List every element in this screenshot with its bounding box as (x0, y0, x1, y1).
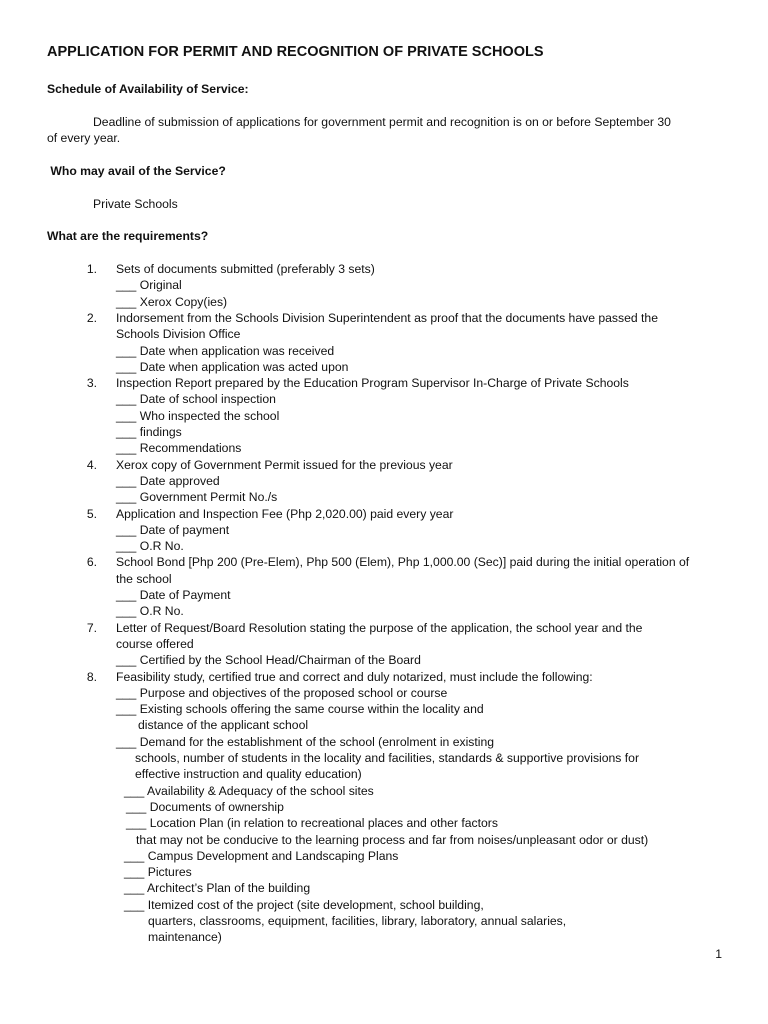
feasibility-item: quarters, classrooms, equipment, facilities, library, laboratory, annual salaries, (148, 914, 567, 928)
requirement-text: Sets of documents submitted (preferably 3 sets) (116, 262, 375, 276)
feasibility-item: ___ Documents of ownership (126, 799, 284, 814)
checklist-item: ___ Date when application was acted upon (116, 359, 349, 374)
requirement-text: Application and Inspection Fee (Php 2,020.00) paid every year (116, 506, 454, 521)
requirements-heading: What are the requirements? (47, 229, 209, 243)
checklist-item: ___ Date of payment (116, 522, 230, 537)
requirement-number: 4. (86, 457, 97, 472)
checklist-item: ___ Xerox Copy(ies) (116, 294, 228, 309)
requirement-text: Schools Division Office (116, 327, 241, 342)
checklist-item: ___ Government Permit No./s (116, 490, 278, 505)
requirement-number: 7. (86, 620, 97, 635)
requirement-text: Letter of Request/Board Resolution stating the purpose of the application, the school year and the (116, 620, 643, 635)
deadline-text-line-1: Deadline of submission of applications for government permit and recognition is on or before September 30 (93, 115, 671, 129)
requirement-number: 3. (86, 376, 97, 391)
checklist-item: ___ O.R No. (116, 539, 184, 554)
requirement-text: School Bond [Php 200 (Pre-Elem), Php 500 (Elem), Php 1,000.00 (Sec)] paid during the initial operation of (116, 555, 690, 570)
feasibility-item: ___ Availability & Adequacy of the school sites (124, 783, 374, 798)
feasibility-item: maintenance) (148, 930, 222, 945)
feasibility-item: ___ Pictures (124, 865, 192, 880)
requirement-text: Xerox copy of Government Permit issued for the previous year (116, 457, 453, 472)
requirement-number: 5. (86, 506, 97, 521)
feasibility-item: ___ Itemized cost of the project (site development, school building, (124, 897, 484, 912)
checklist-item: ___ Date of Payment (116, 588, 231, 602)
checklist-item: ___ O.R No. (116, 604, 184, 619)
page-number: 1 (715, 947, 722, 961)
feasibility-item: schools, number of students in the locality and facilities, standards & supportive provisions for (135, 751, 640, 765)
requirement-text: course offered (116, 636, 194, 651)
checklist-item: ___ Who inspected the school (116, 408, 280, 423)
requirement-number: 1. (86, 262, 97, 276)
checklist-item: ___ Original (116, 278, 182, 293)
feasibility-item: ___ Location Plan (in relation to recreational places and other factors (126, 816, 498, 831)
feasibility-item: ___ Existing schools offering the same course within the locality and (116, 702, 484, 717)
checklist-item: ___ Date of school inspection (116, 392, 276, 407)
checklist-item: ___ Certified by the School Head/Chairman of the Board (116, 653, 421, 668)
requirement-text: Inspection Report prepared by the Education Program Supervisor In-Charge of Private Schools (116, 376, 629, 391)
feasibility-item: ___ Purpose and objectives of the proposed school or course (116, 685, 448, 700)
requirement-text: the school (116, 571, 172, 586)
feasibility-item: ___ Architect’s Plan of the building (124, 881, 311, 896)
schedule-heading: Schedule of Availability of Service: (47, 82, 249, 96)
deadline-text-line-2: of every year. (47, 131, 121, 145)
requirement-number: 2. (86, 310, 97, 325)
checklist-item: ___ Recommendations (116, 441, 242, 456)
feasibility-item: effective instruction and quality education) (135, 767, 362, 782)
requirement-number: 8. (86, 669, 97, 684)
feasibility-item: ___ Campus Development and Landscaping Plans (124, 848, 399, 863)
feasibility-item: that may not be conducive to the learning process and far from noises/unpleasant odor or dust) (136, 832, 649, 847)
requirement-text: Feasibility study, certified true and correct and duly notarized, must include the following: (116, 669, 593, 684)
requirement-number: 6. (86, 555, 97, 570)
feasibility-item: ___ Demand for the establishment of the school (enrolment in existing (116, 734, 495, 749)
checklist-item: ___ findings (116, 425, 182, 439)
document-title: APPLICATION FOR PERMIT AND RECOGNITION OF PRIVATE SCHOOLS (47, 44, 544, 60)
who-answer: Private Schools (93, 197, 178, 211)
who-heading: Who may avail of the Service? (47, 164, 226, 178)
checklist-item: ___ Date when application was received (116, 343, 335, 358)
requirement-text: Indorsement from the Schools Division Superintendent as proof that the documents have passed the (116, 310, 658, 325)
checklist-item: ___ Date approved (116, 473, 220, 488)
feasibility-item: distance of the applicant school (138, 718, 309, 733)
